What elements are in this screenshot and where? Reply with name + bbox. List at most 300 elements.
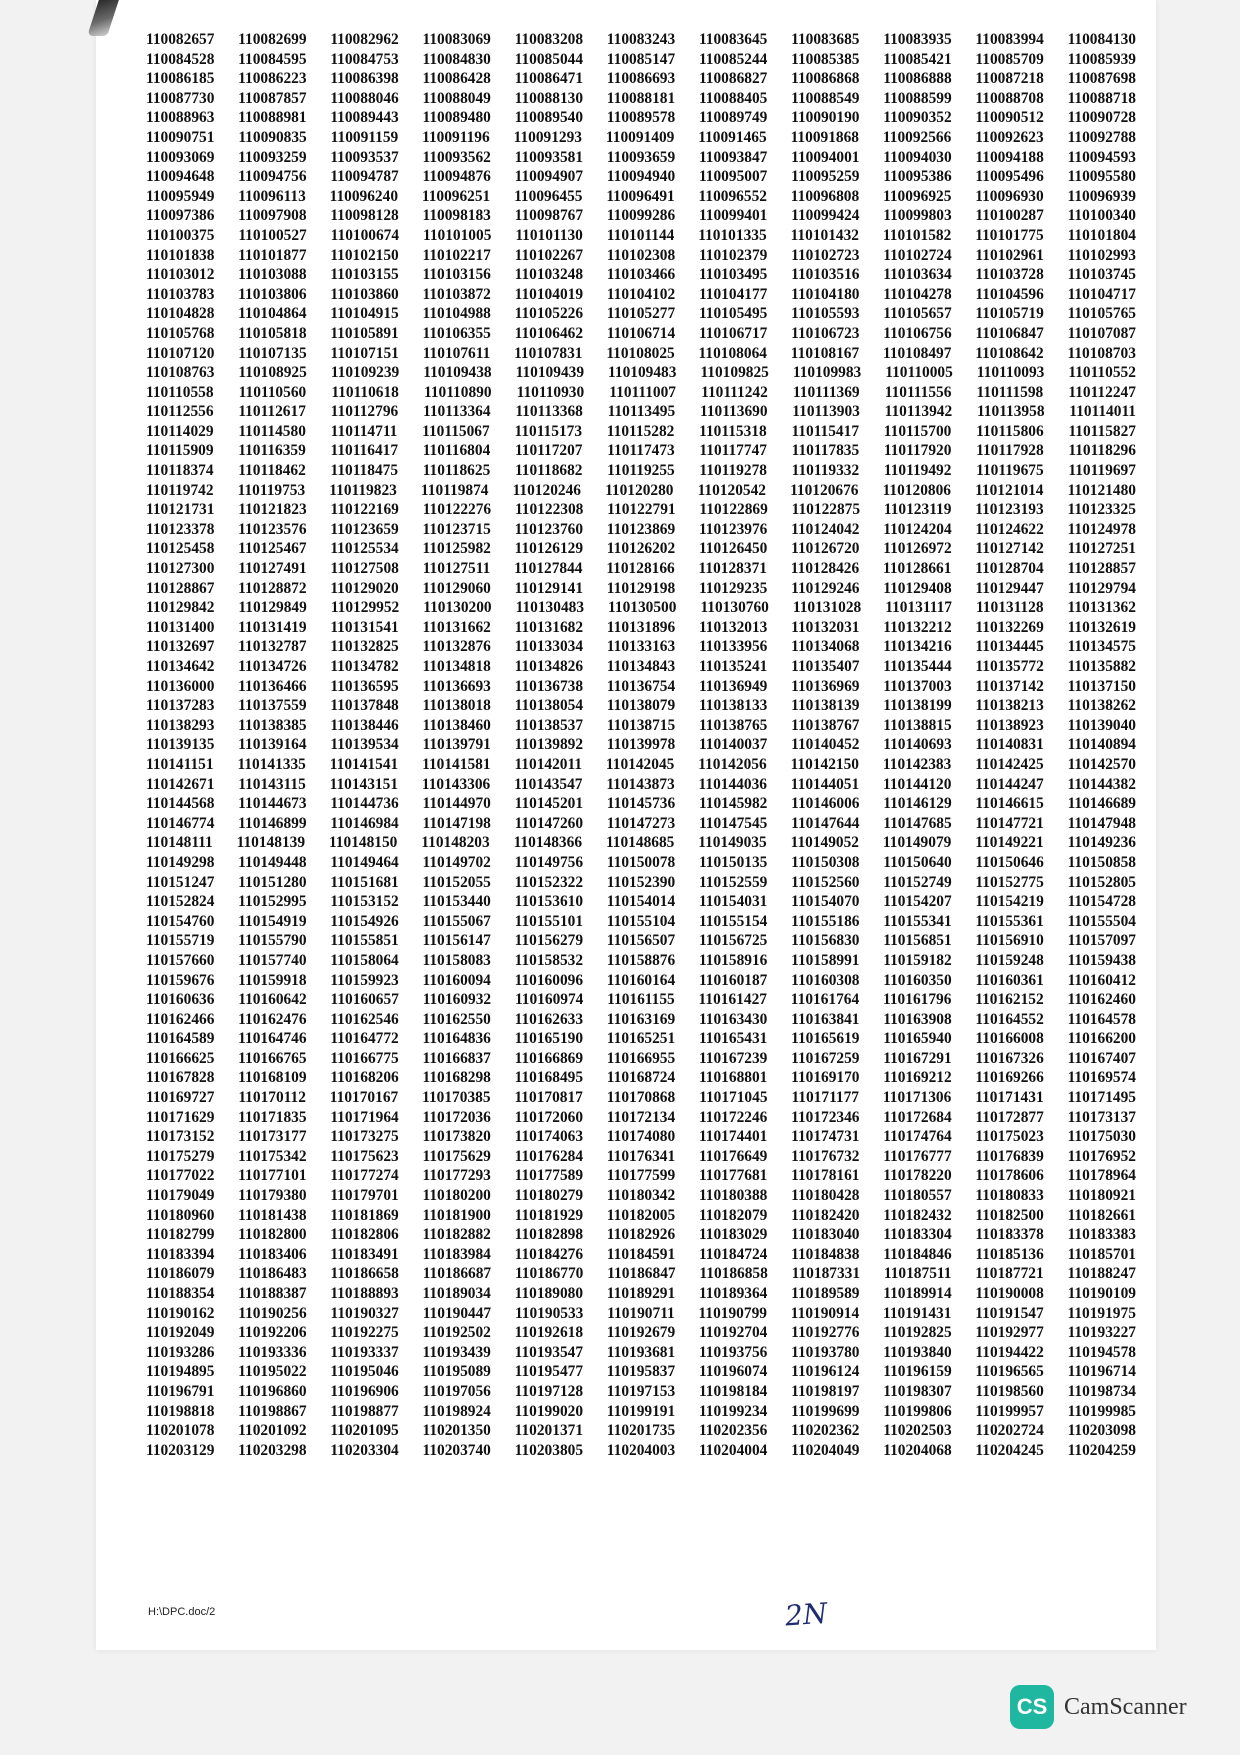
id-number: 110127844 bbox=[514, 560, 583, 578]
id-number: 110183394 bbox=[146, 1245, 215, 1263]
id-number: 110138079 bbox=[606, 697, 676, 715]
number-row bbox=[146, 637, 1136, 657]
id-number: 110161427 bbox=[698, 991, 767, 1009]
id-number: 110171835 bbox=[238, 1108, 307, 1126]
id-number: 110113368 bbox=[515, 403, 583, 421]
id-number: 110186079 bbox=[146, 1265, 215, 1283]
id-number: 110154728 bbox=[1067, 893, 1136, 911]
id-number: 110125982 bbox=[422, 540, 491, 558]
id-number: 110082962 bbox=[330, 31, 399, 48]
id-number: 110127511 bbox=[422, 560, 491, 578]
id-number: 110085044 bbox=[514, 50, 584, 68]
id-number: 110142570 bbox=[1067, 755, 1136, 773]
id-number: 110102993 bbox=[1067, 246, 1136, 264]
id-number: 110138385 bbox=[238, 716, 307, 734]
number-list bbox=[146, 30, 1136, 1460]
id-number: 110128661 bbox=[883, 560, 952, 578]
id-number: 110171495 bbox=[1067, 1089, 1136, 1107]
id-number: 110195837 bbox=[606, 1363, 676, 1381]
id-number: 110091409 bbox=[605, 128, 675, 146]
id-number: 110156910 bbox=[975, 932, 1044, 950]
id-number: 110203304 bbox=[330, 1441, 399, 1459]
id-number: 110147273 bbox=[606, 814, 676, 832]
id-number: 110201735 bbox=[606, 1422, 676, 1440]
id-number: 110167407 bbox=[1067, 1049, 1136, 1067]
id-number: 110196565 bbox=[975, 1363, 1044, 1381]
number-row bbox=[146, 539, 1136, 559]
id-number: 110139164 bbox=[238, 736, 307, 754]
id-number: 110093659 bbox=[606, 148, 676, 166]
id-number: 110136466 bbox=[238, 677, 307, 695]
id-number: 110110890 bbox=[423, 383, 492, 401]
id-number: 110170385 bbox=[422, 1089, 491, 1107]
id-number: 110183383 bbox=[1067, 1226, 1136, 1244]
id-number: 110083935 bbox=[883, 31, 952, 48]
id-number: 110126972 bbox=[883, 540, 952, 558]
number-row bbox=[146, 50, 1136, 70]
id-number: 110114029 bbox=[146, 422, 214, 440]
id-number: 110179380 bbox=[238, 1187, 307, 1205]
id-number: 110096240 bbox=[329, 187, 399, 205]
id-number: 110095259 bbox=[791, 168, 860, 186]
id-number: 110160350 bbox=[883, 971, 952, 989]
id-number: 110129060 bbox=[422, 579, 491, 597]
id-number: 110135241 bbox=[698, 658, 768, 675]
id-number: 110098767 bbox=[514, 207, 584, 225]
id-number: 110117207 bbox=[514, 442, 583, 460]
number-row bbox=[146, 853, 1136, 873]
id-number: 110105768 bbox=[146, 324, 215, 342]
id-number: 110159676 bbox=[146, 971, 215, 989]
id-number: 110175279 bbox=[146, 1147, 215, 1165]
id-number: 110179701 bbox=[330, 1187, 399, 1205]
id-number: 110147685 bbox=[883, 814, 952, 832]
id-number: 110088405 bbox=[698, 89, 768, 107]
id-number: 110190447 bbox=[422, 1304, 492, 1322]
id-number: 110193756 bbox=[698, 1343, 768, 1361]
number-row bbox=[146, 1049, 1136, 1069]
id-number: 110149298 bbox=[146, 853, 215, 871]
number-row bbox=[146, 30, 1136, 50]
id-number: 110171964 bbox=[330, 1108, 399, 1126]
id-number: 110132876 bbox=[422, 638, 491, 656]
id-number: 110119492 bbox=[883, 462, 952, 480]
id-number: 110129246 bbox=[791, 579, 860, 597]
id-number: 110145201 bbox=[514, 795, 584, 813]
id-number: 110180557 bbox=[883, 1187, 952, 1205]
id-number: 110105818 bbox=[238, 324, 307, 342]
id-number: 110089480 bbox=[422, 109, 491, 127]
id-number: 110164772 bbox=[330, 1030, 399, 1048]
id-number: 110096455 bbox=[514, 187, 583, 205]
id-number: 110177589 bbox=[514, 1167, 584, 1185]
id-number: 110083685 bbox=[791, 31, 860, 48]
id-number: 110189914 bbox=[883, 1285, 952, 1302]
number-row bbox=[146, 1010, 1136, 1030]
camscanner-watermark bbox=[1010, 1685, 1187, 1729]
id-number: 110177293 bbox=[422, 1167, 491, 1185]
id-number: 110102308 bbox=[606, 246, 676, 264]
id-number: 110129020 bbox=[330, 579, 399, 597]
id-number: 110188893 bbox=[330, 1285, 399, 1302]
id-number: 110126720 bbox=[791, 540, 860, 558]
id-number: 110160412 bbox=[1067, 971, 1136, 989]
id-number: 110095949 bbox=[146, 187, 215, 205]
id-number: 110101877 bbox=[238, 246, 307, 264]
id-number: 110202503 bbox=[883, 1422, 952, 1440]
id-number: 110160636 bbox=[146, 991, 215, 1009]
id-number: 110096930 bbox=[975, 187, 1044, 205]
id-number: 110169727 bbox=[146, 1089, 215, 1107]
id-number: 110150640 bbox=[883, 853, 952, 871]
id-number: 110201092 bbox=[238, 1422, 307, 1440]
id-number: 110199699 bbox=[791, 1402, 860, 1420]
id-number: 110131128 bbox=[975, 599, 1044, 617]
id-number: 110193439 bbox=[422, 1343, 491, 1361]
camscanner-logo-icon: CS bbox=[1010, 1685, 1054, 1729]
id-number: 110159248 bbox=[975, 951, 1044, 969]
number-row bbox=[146, 677, 1136, 697]
id-number: 110153440 bbox=[422, 893, 491, 911]
id-number: 110146129 bbox=[883, 795, 952, 813]
id-number: 110177022 bbox=[146, 1167, 215, 1185]
id-number: 110101005 bbox=[422, 226, 492, 244]
id-number: 110138133 bbox=[698, 697, 768, 715]
id-number: 110158991 bbox=[791, 951, 860, 969]
id-number: 110123869 bbox=[606, 520, 676, 538]
id-number: 110132697 bbox=[146, 638, 215, 656]
id-number: 110183304 bbox=[883, 1226, 952, 1244]
id-number: 110105891 bbox=[330, 324, 399, 342]
id-number: 110150646 bbox=[975, 853, 1044, 871]
id-number: 110088599 bbox=[883, 89, 952, 107]
id-number: 110144736 bbox=[330, 795, 399, 813]
id-number: 110125534 bbox=[330, 540, 399, 558]
id-number: 110187331 bbox=[791, 1265, 861, 1283]
id-number: 110122276 bbox=[422, 501, 492, 519]
id-number: 110165431 bbox=[698, 1030, 768, 1048]
id-number: 110138715 bbox=[606, 716, 676, 734]
id-number: 110089540 bbox=[514, 109, 584, 127]
camscanner-name: CamScanner bbox=[1064, 1693, 1187, 1720]
id-number: 110100287 bbox=[975, 207, 1044, 225]
id-number: 110165190 bbox=[514, 1030, 584, 1048]
id-number: 110099424 bbox=[791, 207, 860, 225]
id-number: 110196074 bbox=[698, 1363, 768, 1381]
id-number: 110198867 bbox=[238, 1402, 307, 1420]
id-number: 110202356 bbox=[698, 1422, 768, 1440]
id-number: 110096939 bbox=[1067, 187, 1136, 205]
id-number: 110147644 bbox=[791, 814, 860, 832]
id-number: 110090728 bbox=[1067, 109, 1136, 127]
id-number: 110186658 bbox=[330, 1265, 399, 1283]
id-number: 110115806 bbox=[976, 422, 1044, 440]
id-number: 110138262 bbox=[1067, 697, 1136, 715]
id-number: 110109439 bbox=[515, 364, 585, 382]
number-row bbox=[146, 226, 1136, 246]
number-row bbox=[146, 716, 1136, 736]
id-number: 110138537 bbox=[514, 716, 584, 734]
id-number: 110102724 bbox=[883, 246, 952, 264]
id-number: 110172877 bbox=[975, 1108, 1044, 1126]
id-number: 110196860 bbox=[238, 1382, 307, 1400]
id-number: 110134726 bbox=[238, 658, 307, 675]
id-number: 110117747 bbox=[699, 442, 767, 460]
number-row bbox=[146, 324, 1136, 344]
id-number: 110093537 bbox=[330, 148, 399, 166]
id-number: 110131682 bbox=[514, 618, 584, 636]
id-number: 110102723 bbox=[791, 246, 860, 264]
id-number: 110191431 bbox=[883, 1304, 952, 1322]
id-number: 110130760 bbox=[700, 599, 769, 617]
id-number: 110101144 bbox=[606, 226, 675, 244]
id-number: 110115417 bbox=[791, 422, 860, 440]
id-number: 110138213 bbox=[975, 697, 1044, 715]
id-number: 110176341 bbox=[606, 1147, 676, 1165]
id-number: 110089578 bbox=[606, 109, 676, 127]
id-number: 110167828 bbox=[146, 1069, 215, 1087]
id-number: 110134068 bbox=[791, 638, 860, 656]
id-number: 110156507 bbox=[606, 932, 676, 950]
id-number: 110118682 bbox=[514, 462, 583, 480]
id-number: 110131028 bbox=[792, 599, 862, 617]
id-number: 110154014 bbox=[606, 893, 676, 911]
id-number: 110163908 bbox=[883, 1010, 952, 1028]
id-number: 110087218 bbox=[975, 70, 1044, 88]
number-row bbox=[146, 755, 1136, 775]
id-number: 110119332 bbox=[791, 462, 860, 480]
id-number: 110088049 bbox=[422, 89, 491, 107]
id-number: 110152995 bbox=[238, 893, 307, 911]
id-number: 110137142 bbox=[975, 677, 1044, 695]
id-number: 110137848 bbox=[330, 697, 399, 715]
id-number: 110171431 bbox=[975, 1089, 1044, 1107]
id-number: 110170817 bbox=[514, 1089, 583, 1107]
id-number: 110149448 bbox=[238, 853, 307, 871]
id-number: 110121731 bbox=[146, 501, 215, 519]
id-number: 110108064 bbox=[698, 344, 767, 362]
id-number: 110110560 bbox=[238, 383, 307, 401]
id-number: 110086223 bbox=[238, 70, 307, 88]
id-number: 110104915 bbox=[330, 305, 399, 323]
id-number: 110094030 bbox=[883, 148, 952, 166]
id-number: 110151247 bbox=[146, 873, 215, 891]
id-number: 110134445 bbox=[975, 638, 1044, 656]
id-number: 110094648 bbox=[146, 168, 215, 186]
id-number: 110083994 bbox=[975, 31, 1044, 48]
id-number: 110136693 bbox=[422, 677, 491, 695]
id-number: 110119753 bbox=[237, 481, 306, 499]
id-number: 110203740 bbox=[422, 1441, 491, 1459]
id-number: 110122869 bbox=[699, 501, 768, 519]
id-number: 110131896 bbox=[606, 618, 676, 636]
id-number: 110166008 bbox=[975, 1030, 1044, 1048]
id-number: 110154207 bbox=[883, 893, 952, 911]
id-number: 110110005 bbox=[885, 364, 953, 382]
id-number: 110190799 bbox=[698, 1304, 767, 1322]
id-number: 110103495 bbox=[698, 266, 768, 284]
id-number: 110093581 bbox=[514, 148, 584, 166]
id-number: 110109825 bbox=[700, 364, 769, 382]
id-number: 110139892 bbox=[514, 736, 584, 754]
id-number: 110118374 bbox=[146, 462, 214, 480]
id-number: 110184276 bbox=[514, 1245, 584, 1263]
id-number: 110128867 bbox=[146, 579, 215, 597]
id-number: 110155104 bbox=[606, 912, 676, 930]
id-number: 110140831 bbox=[975, 736, 1044, 754]
id-number: 110189034 bbox=[422, 1285, 491, 1302]
handwritten-initials: 2N bbox=[783, 1596, 829, 1633]
id-number: 110090352 bbox=[883, 109, 952, 127]
id-number: 110134843 bbox=[606, 658, 676, 675]
id-number: 110155504 bbox=[1067, 912, 1136, 930]
id-number: 110150858 bbox=[1067, 853, 1136, 871]
id-number: 110166765 bbox=[238, 1049, 307, 1067]
number-row bbox=[146, 128, 1136, 148]
id-number: 110172134 bbox=[606, 1108, 676, 1126]
id-number: 110173177 bbox=[238, 1128, 307, 1146]
id-number: 110173137 bbox=[1067, 1108, 1136, 1126]
id-number: 110136754 bbox=[606, 677, 676, 695]
id-number: 110164578 bbox=[1067, 1010, 1136, 1028]
number-row bbox=[146, 89, 1136, 109]
number-row bbox=[146, 971, 1136, 991]
id-number: 110096925 bbox=[883, 187, 952, 205]
id-number: 110108703 bbox=[1067, 344, 1136, 362]
id-number: 110088718 bbox=[1067, 89, 1136, 107]
id-number: 110101335 bbox=[698, 226, 767, 244]
id-number: 110140452 bbox=[791, 736, 860, 754]
id-number: 110105719 bbox=[975, 305, 1044, 323]
id-number: 110137150 bbox=[1067, 677, 1136, 695]
id-number: 110130483 bbox=[515, 599, 585, 617]
id-number: 110092623 bbox=[975, 128, 1044, 146]
id-number: 110149052 bbox=[790, 834, 860, 852]
id-number: 110144036 bbox=[698, 775, 767, 793]
id-number: 110120806 bbox=[882, 481, 951, 499]
id-number: 110094940 bbox=[606, 168, 676, 186]
id-number: 110108763 bbox=[146, 364, 215, 382]
id-number: 110168109 bbox=[238, 1069, 307, 1087]
id-number: 110108167 bbox=[790, 344, 860, 362]
id-number: 110105495 bbox=[698, 305, 768, 323]
id-number: 110192502 bbox=[422, 1324, 491, 1342]
id-number: 110170112 bbox=[238, 1089, 306, 1107]
id-number: 110177599 bbox=[606, 1167, 676, 1185]
id-number: 110135882 bbox=[1067, 658, 1136, 675]
id-number: 110204049 bbox=[791, 1441, 860, 1459]
id-number: 110134642 bbox=[146, 658, 215, 675]
id-number: 110101432 bbox=[790, 226, 859, 244]
id-number: 110190914 bbox=[790, 1304, 860, 1322]
id-number: 110162460 bbox=[1067, 991, 1136, 1009]
id-number: 110190327 bbox=[330, 1304, 399, 1322]
id-number: 110127300 bbox=[146, 560, 215, 578]
number-row bbox=[146, 1421, 1136, 1441]
id-number: 110188247 bbox=[1067, 1265, 1136, 1283]
id-number: 110096491 bbox=[606, 187, 675, 205]
id-number: 110100674 bbox=[330, 226, 400, 244]
id-number: 110147721 bbox=[975, 814, 1044, 832]
id-number: 110113942 bbox=[884, 403, 953, 421]
id-number: 110160657 bbox=[330, 991, 399, 1009]
id-number: 110112556 bbox=[146, 403, 214, 421]
id-number: 110152390 bbox=[606, 873, 676, 891]
id-number: 110085244 bbox=[698, 50, 768, 68]
id-number: 110122169 bbox=[330, 501, 399, 519]
id-number: 110141335 bbox=[237, 755, 306, 773]
id-number: 110152559 bbox=[698, 873, 768, 891]
number-row bbox=[146, 951, 1136, 971]
id-number: 110122308 bbox=[514, 501, 584, 519]
id-number: 110092566 bbox=[882, 128, 952, 146]
id-number: 110098183 bbox=[422, 207, 491, 225]
id-number: 110103248 bbox=[514, 266, 584, 284]
id-number: 110184591 bbox=[606, 1245, 676, 1263]
id-number: 110107151 bbox=[330, 344, 399, 362]
id-number: 110181869 bbox=[330, 1206, 399, 1224]
number-row bbox=[146, 461, 1136, 481]
id-number: 110112617 bbox=[238, 403, 306, 421]
id-number: 110160642 bbox=[238, 991, 307, 1009]
id-number: 110155851 bbox=[330, 932, 399, 950]
id-number: 110140037 bbox=[698, 736, 768, 754]
id-number: 110162633 bbox=[514, 1010, 584, 1028]
id-number: 110137003 bbox=[883, 677, 952, 695]
number-row bbox=[146, 481, 1136, 501]
id-number: 110182420 bbox=[791, 1206, 860, 1224]
id-number: 110091868 bbox=[790, 128, 859, 146]
number-row bbox=[146, 187, 1136, 207]
id-number: 110091159 bbox=[330, 128, 399, 146]
number-row bbox=[146, 618, 1136, 638]
id-number: 110133956 bbox=[698, 638, 768, 656]
id-number: 110103516 bbox=[791, 266, 860, 284]
id-number: 110126450 bbox=[698, 540, 768, 558]
id-number: 110104278 bbox=[883, 285, 952, 303]
id-number: 110125458 bbox=[146, 540, 215, 558]
id-number: 110193336 bbox=[238, 1343, 307, 1361]
id-number: 110104180 bbox=[791, 285, 860, 303]
id-number: 110163841 bbox=[791, 1010, 860, 1028]
id-number: 110193840 bbox=[883, 1343, 952, 1361]
id-number: 110160932 bbox=[422, 991, 492, 1009]
id-number: 110141541 bbox=[329, 755, 399, 773]
id-number: 110168206 bbox=[330, 1069, 399, 1087]
number-row bbox=[146, 422, 1136, 442]
id-number: 110106756 bbox=[883, 324, 952, 342]
id-number: 110160164 bbox=[606, 971, 676, 989]
id-number: 110132787 bbox=[238, 638, 307, 656]
id-number: 110097386 bbox=[146, 207, 215, 225]
id-number: 110187721 bbox=[975, 1265, 1044, 1283]
id-number: 110191975 bbox=[1067, 1304, 1136, 1322]
id-number: 110198197 bbox=[791, 1382, 860, 1400]
id-number: 110173152 bbox=[146, 1128, 215, 1146]
id-number: 110118296 bbox=[1068, 442, 1136, 460]
id-number: 110201371 bbox=[514, 1422, 584, 1440]
id-number: 110152775 bbox=[975, 873, 1044, 891]
id-number: 110087857 bbox=[238, 89, 307, 107]
id-number: 110103466 bbox=[606, 266, 676, 284]
id-number: 110119697 bbox=[1068, 462, 1136, 480]
id-number: 110195089 bbox=[422, 1363, 491, 1381]
id-number: 110090512 bbox=[975, 109, 1044, 127]
id-number: 110189589 bbox=[791, 1285, 860, 1302]
id-number: 110105593 bbox=[791, 305, 860, 323]
id-number: 110189080 bbox=[514, 1285, 584, 1302]
id-number: 110101838 bbox=[146, 246, 215, 264]
